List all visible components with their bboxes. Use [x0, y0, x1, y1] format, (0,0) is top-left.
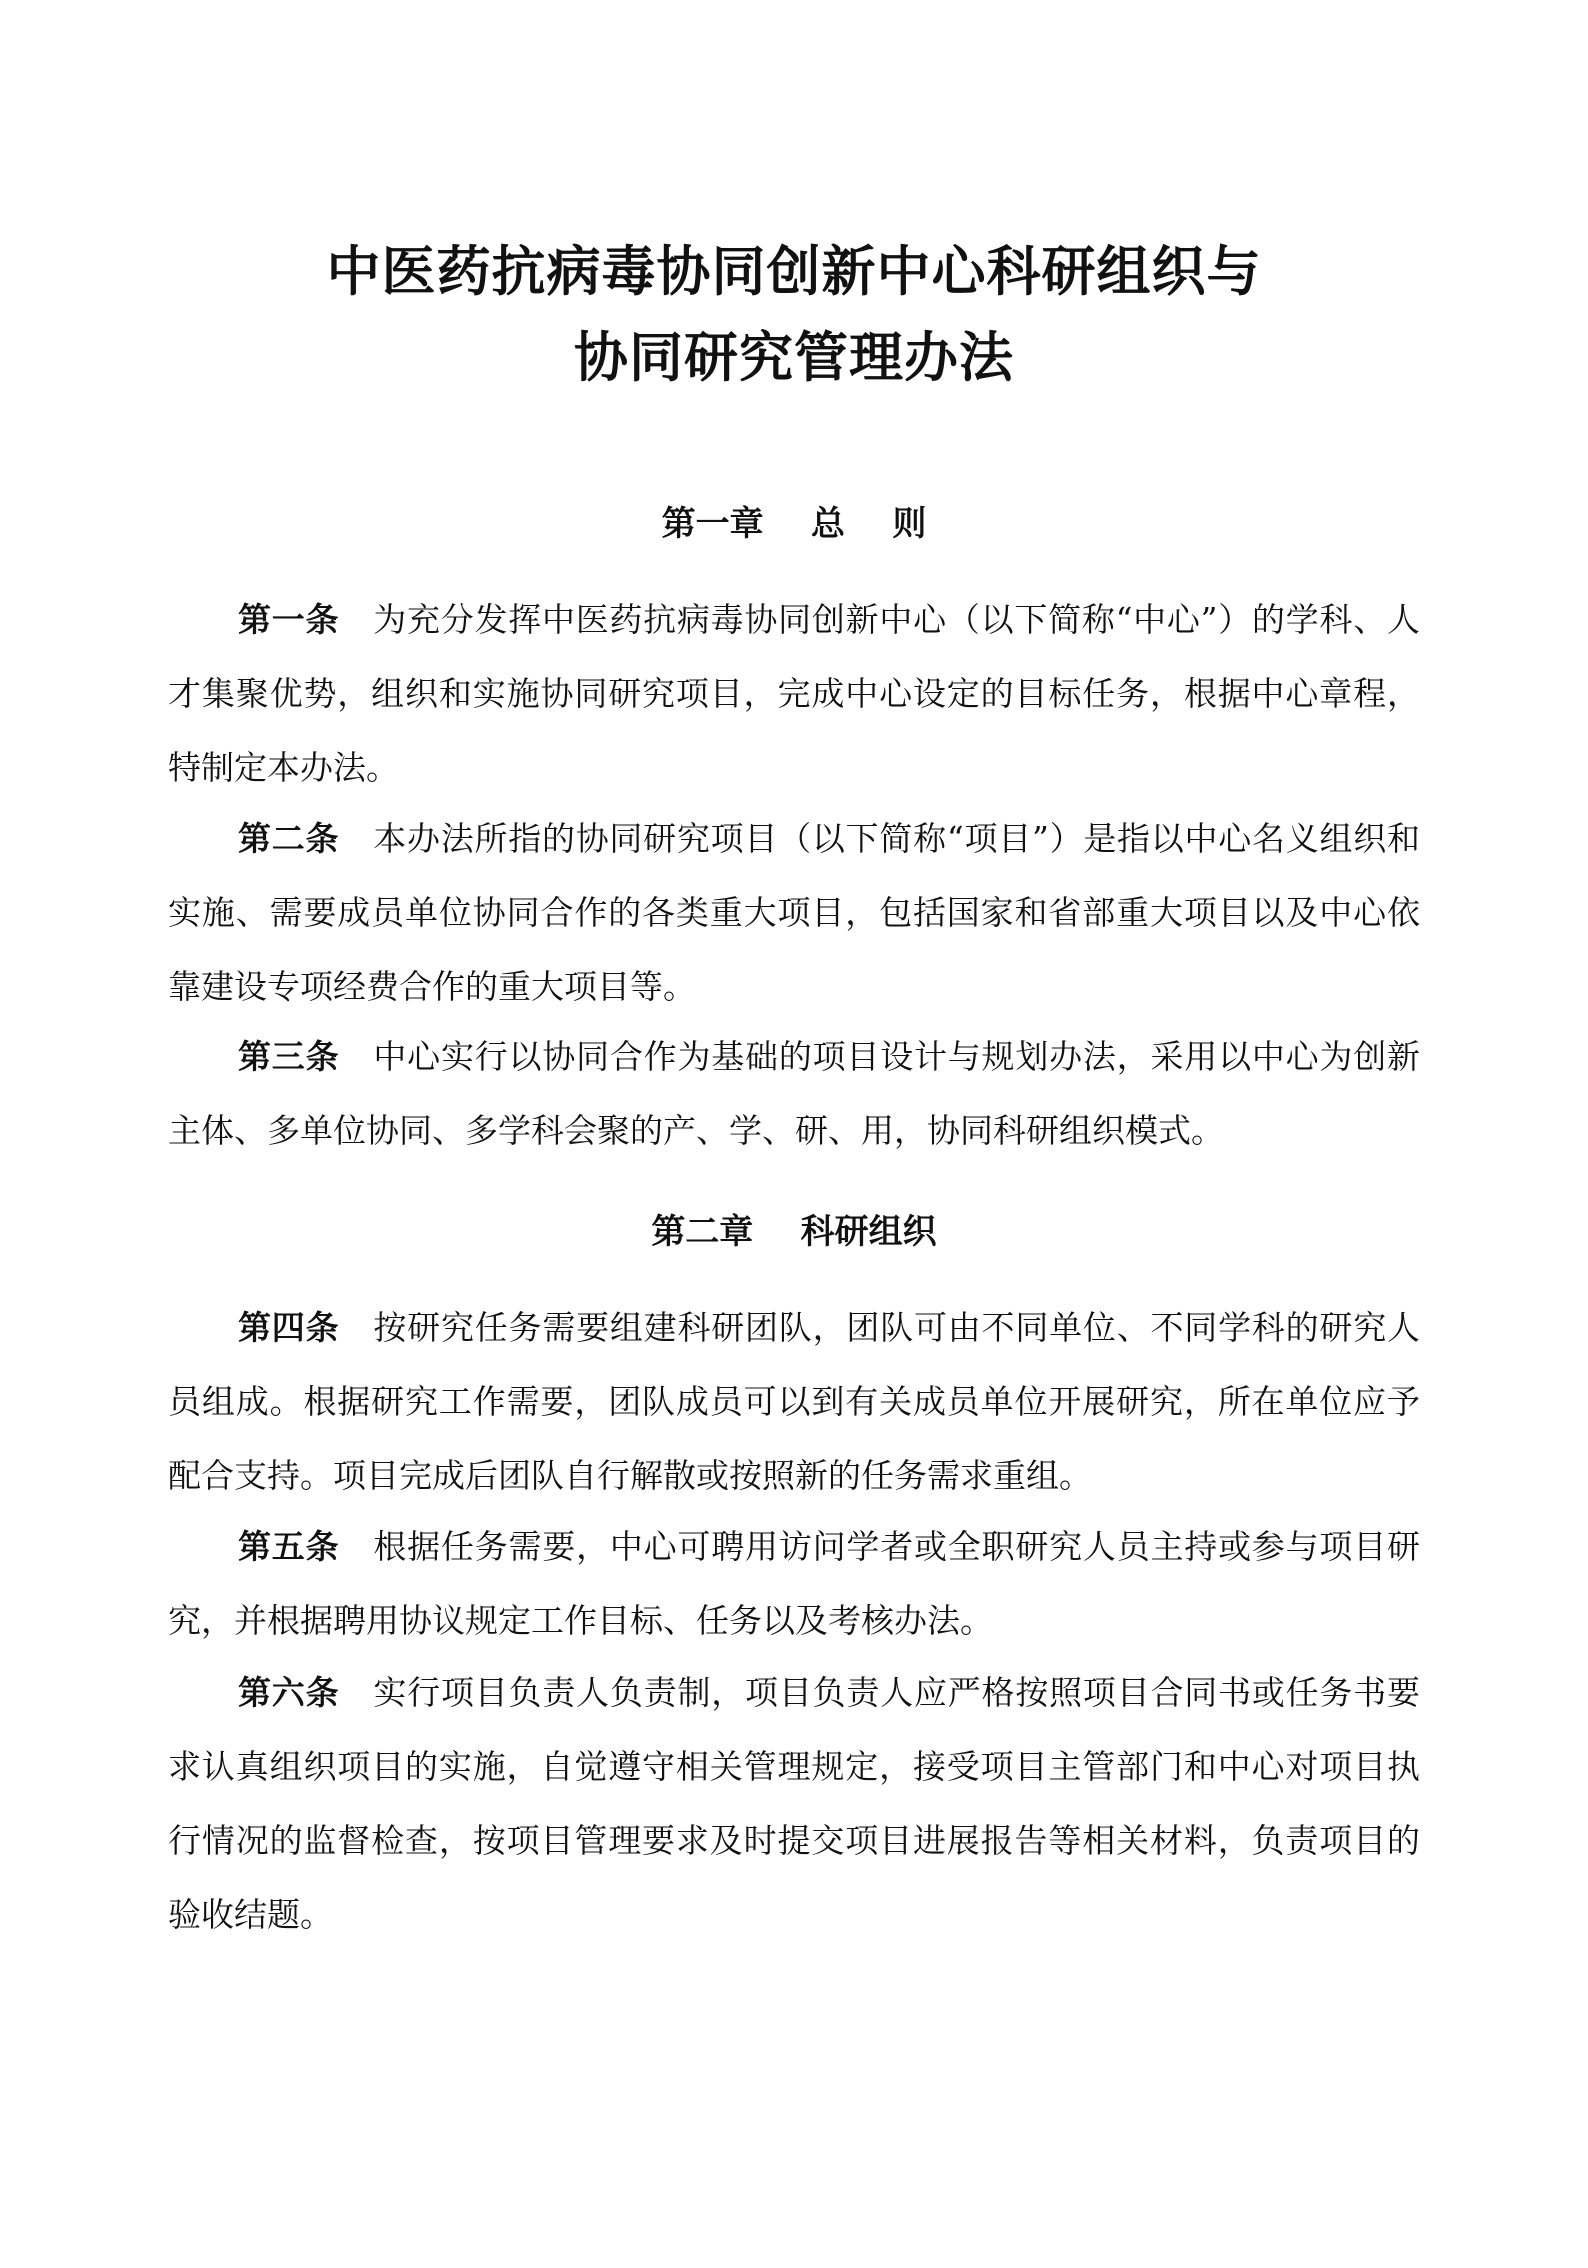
article-2-label: 第二条 — [238, 819, 340, 858]
document-title-line-1: 中医药抗病毒协同创新中心科研组织与 — [326, 240, 1262, 303]
article-4 — [168, 1291, 1420, 1513]
article-6 — [168, 1656, 1420, 1952]
article-1 — [168, 583, 1420, 805]
article-3 — [168, 1020, 1420, 1168]
article-5-text: 根据任务需要，中心可聘用访问学者或全职研究人员主持或参与项目研究，并根据聘用协议规定工作目标、任务以及考核办法。 — [168, 1527, 1421, 1640]
article-5-label: 第五条 — [238, 1527, 340, 1566]
article-1-text: 为充分发挥中医药抗病毒协同创新中心（以下简称“中心”）的学科、人才集聚优势，组织和实施协同研究项目，完成中心设定的目标任务，根据中心章程，特制定本办法。 — [168, 600, 1420, 787]
chapter-1-heading: 第一章 总 则 — [661, 504, 927, 544]
article-3-label: 第三条 — [238, 1037, 340, 1076]
article-6-label: 第六条 — [238, 1673, 340, 1712]
article-3-text: 中心实行以协同合作为基础的项目设计与规划办法，采用以中心为创新主体、多单位协同、多学科会聚的产、学、研、用，协同科研组织模式。 — [168, 1037, 1421, 1150]
article-5 — [168, 1510, 1420, 1658]
document-title-line-2: 协同研究管理办法 — [574, 326, 1014, 389]
article-2 — [168, 802, 1420, 1024]
article-1-label: 第一条 — [238, 600, 340, 639]
chapter-2-heading: 第二章 科研组织 — [651, 1212, 937, 1252]
article-4-text: 按研究任务需要组建科研团队，团队可由不同单位、不同学科的研究人员组成。根据研究工作需要，团队成员可以到有关成员单位开展研究，所在单位应予配合支持。项目完成后团队自行解散或按照新的任务需求重组。 — [168, 1308, 1421, 1495]
article-4-label: 第四条 — [238, 1308, 340, 1347]
article-6-text: 实行项目负责人负责制，项目负责人应严格按照项目合同书或任务书要求认真组织项目的实施，自觉遵守相关管理规定，接受项目主管部门和中心对项目执行情况的监督检查，按项目管理要求及时提交项目进展报告等相关材料，负责项目的验收结题。 — [168, 1673, 1421, 1934]
article-2-text: 本办法所指的协同研究项目（以下简称“项目”）是指以中心名义组织和实施、需要成员单位协同合作的各类重大项目，包括国家和省部重大项目以及中心依靠建设专项经费合作的重大项目等。 — [168, 819, 1420, 1006]
